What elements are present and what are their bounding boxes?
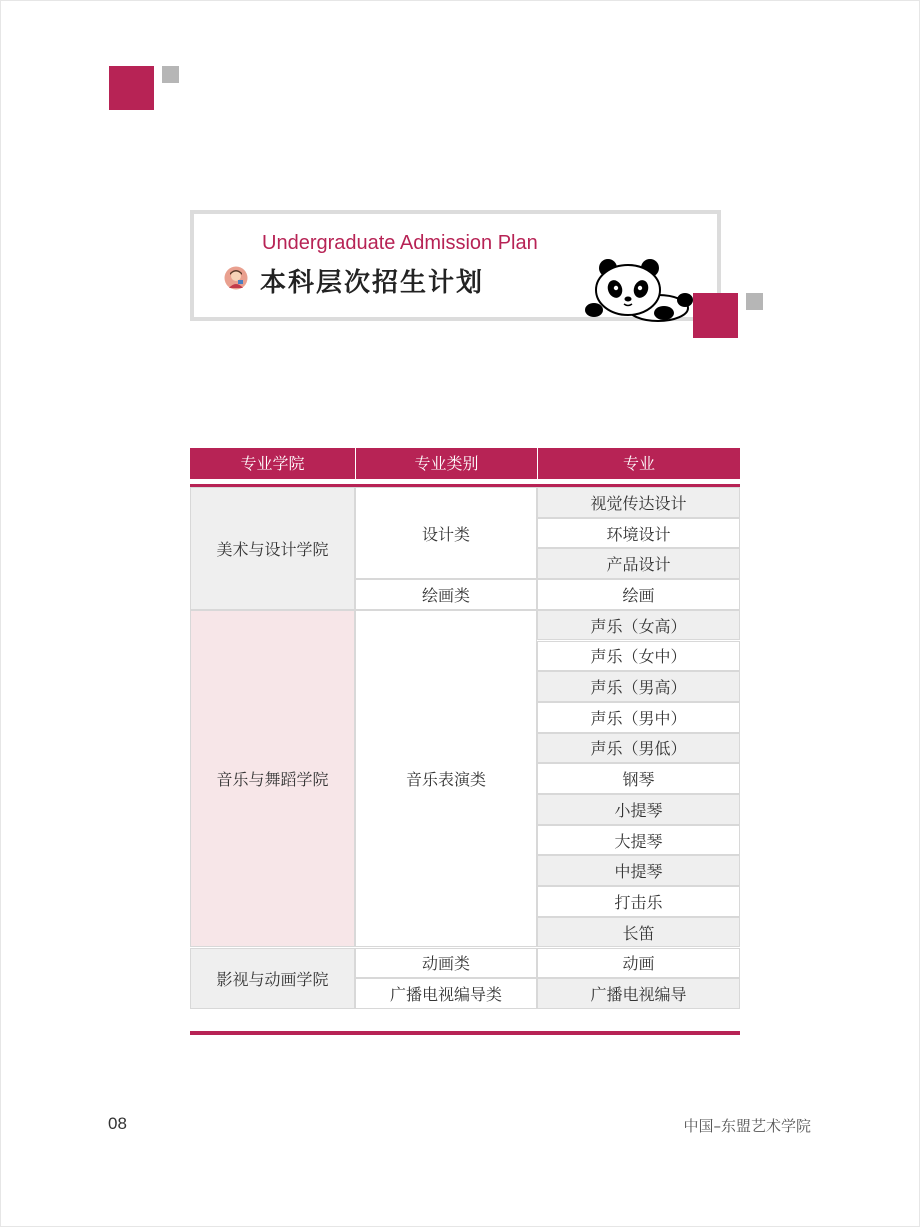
table-bottom-rule bbox=[190, 1031, 740, 1035]
header-college: 专业学院 bbox=[240, 454, 305, 473]
student-avatar-icon bbox=[224, 266, 248, 290]
major-cell: 视觉传达设计 bbox=[537, 487, 740, 518]
major-cell: 长笛 bbox=[537, 917, 740, 948]
college-cell: 影视与动画学院 bbox=[190, 948, 355, 1009]
major-cell: 中提琴 bbox=[537, 855, 740, 886]
major-cell: 产品设计 bbox=[537, 548, 740, 579]
major-cell: 声乐（女中） bbox=[537, 641, 740, 672]
table-header bbox=[190, 448, 740, 479]
title-chinese: 本科层次招生计划 bbox=[260, 268, 485, 298]
header-category: 专业类别 bbox=[414, 454, 479, 473]
header-major: 专业 bbox=[622, 454, 655, 473]
major-cell: 声乐（男中） bbox=[537, 702, 740, 733]
major-cell: 钢琴 bbox=[537, 763, 740, 794]
decor-square-large bbox=[109, 66, 154, 110]
category-cell: 设计类 bbox=[355, 487, 537, 579]
major-cell: 广播电视编导 bbox=[537, 978, 740, 1009]
major-cell: 环境设计 bbox=[537, 518, 740, 549]
category-cell: 绘画类 bbox=[355, 579, 537, 610]
decor-square-small-2 bbox=[746, 293, 763, 310]
decor-square-small bbox=[162, 66, 179, 83]
college-cell: 音乐与舞蹈学院 bbox=[190, 610, 355, 948]
category-cell: 动画类 bbox=[355, 948, 537, 979]
major-cell: 声乐（男低） bbox=[537, 733, 740, 764]
title-english: Undergraduate Admission Plan bbox=[262, 232, 538, 254]
category-cell: 广播电视编导类 bbox=[355, 978, 537, 1009]
decor-square-large-2 bbox=[693, 293, 738, 338]
page-number: 08 bbox=[108, 1114, 127, 1133]
panda-icon bbox=[580, 258, 695, 324]
major-cell: 打击乐 bbox=[537, 886, 740, 917]
major-cell: 声乐（男高） bbox=[537, 671, 740, 702]
major-cell: 绘画 bbox=[537, 579, 740, 610]
category-cell: 音乐表演类 bbox=[355, 610, 537, 948]
major-cell: 大提琴 bbox=[537, 825, 740, 856]
major-cell: 声乐（女高） bbox=[537, 610, 740, 641]
major-cell: 小提琴 bbox=[537, 794, 740, 825]
major-cell: 动画 bbox=[537, 948, 740, 979]
footer-school-name: 中国–东盟艺术学院 bbox=[683, 1117, 811, 1135]
college-cell: 美术与设计学院 bbox=[190, 487, 355, 610]
